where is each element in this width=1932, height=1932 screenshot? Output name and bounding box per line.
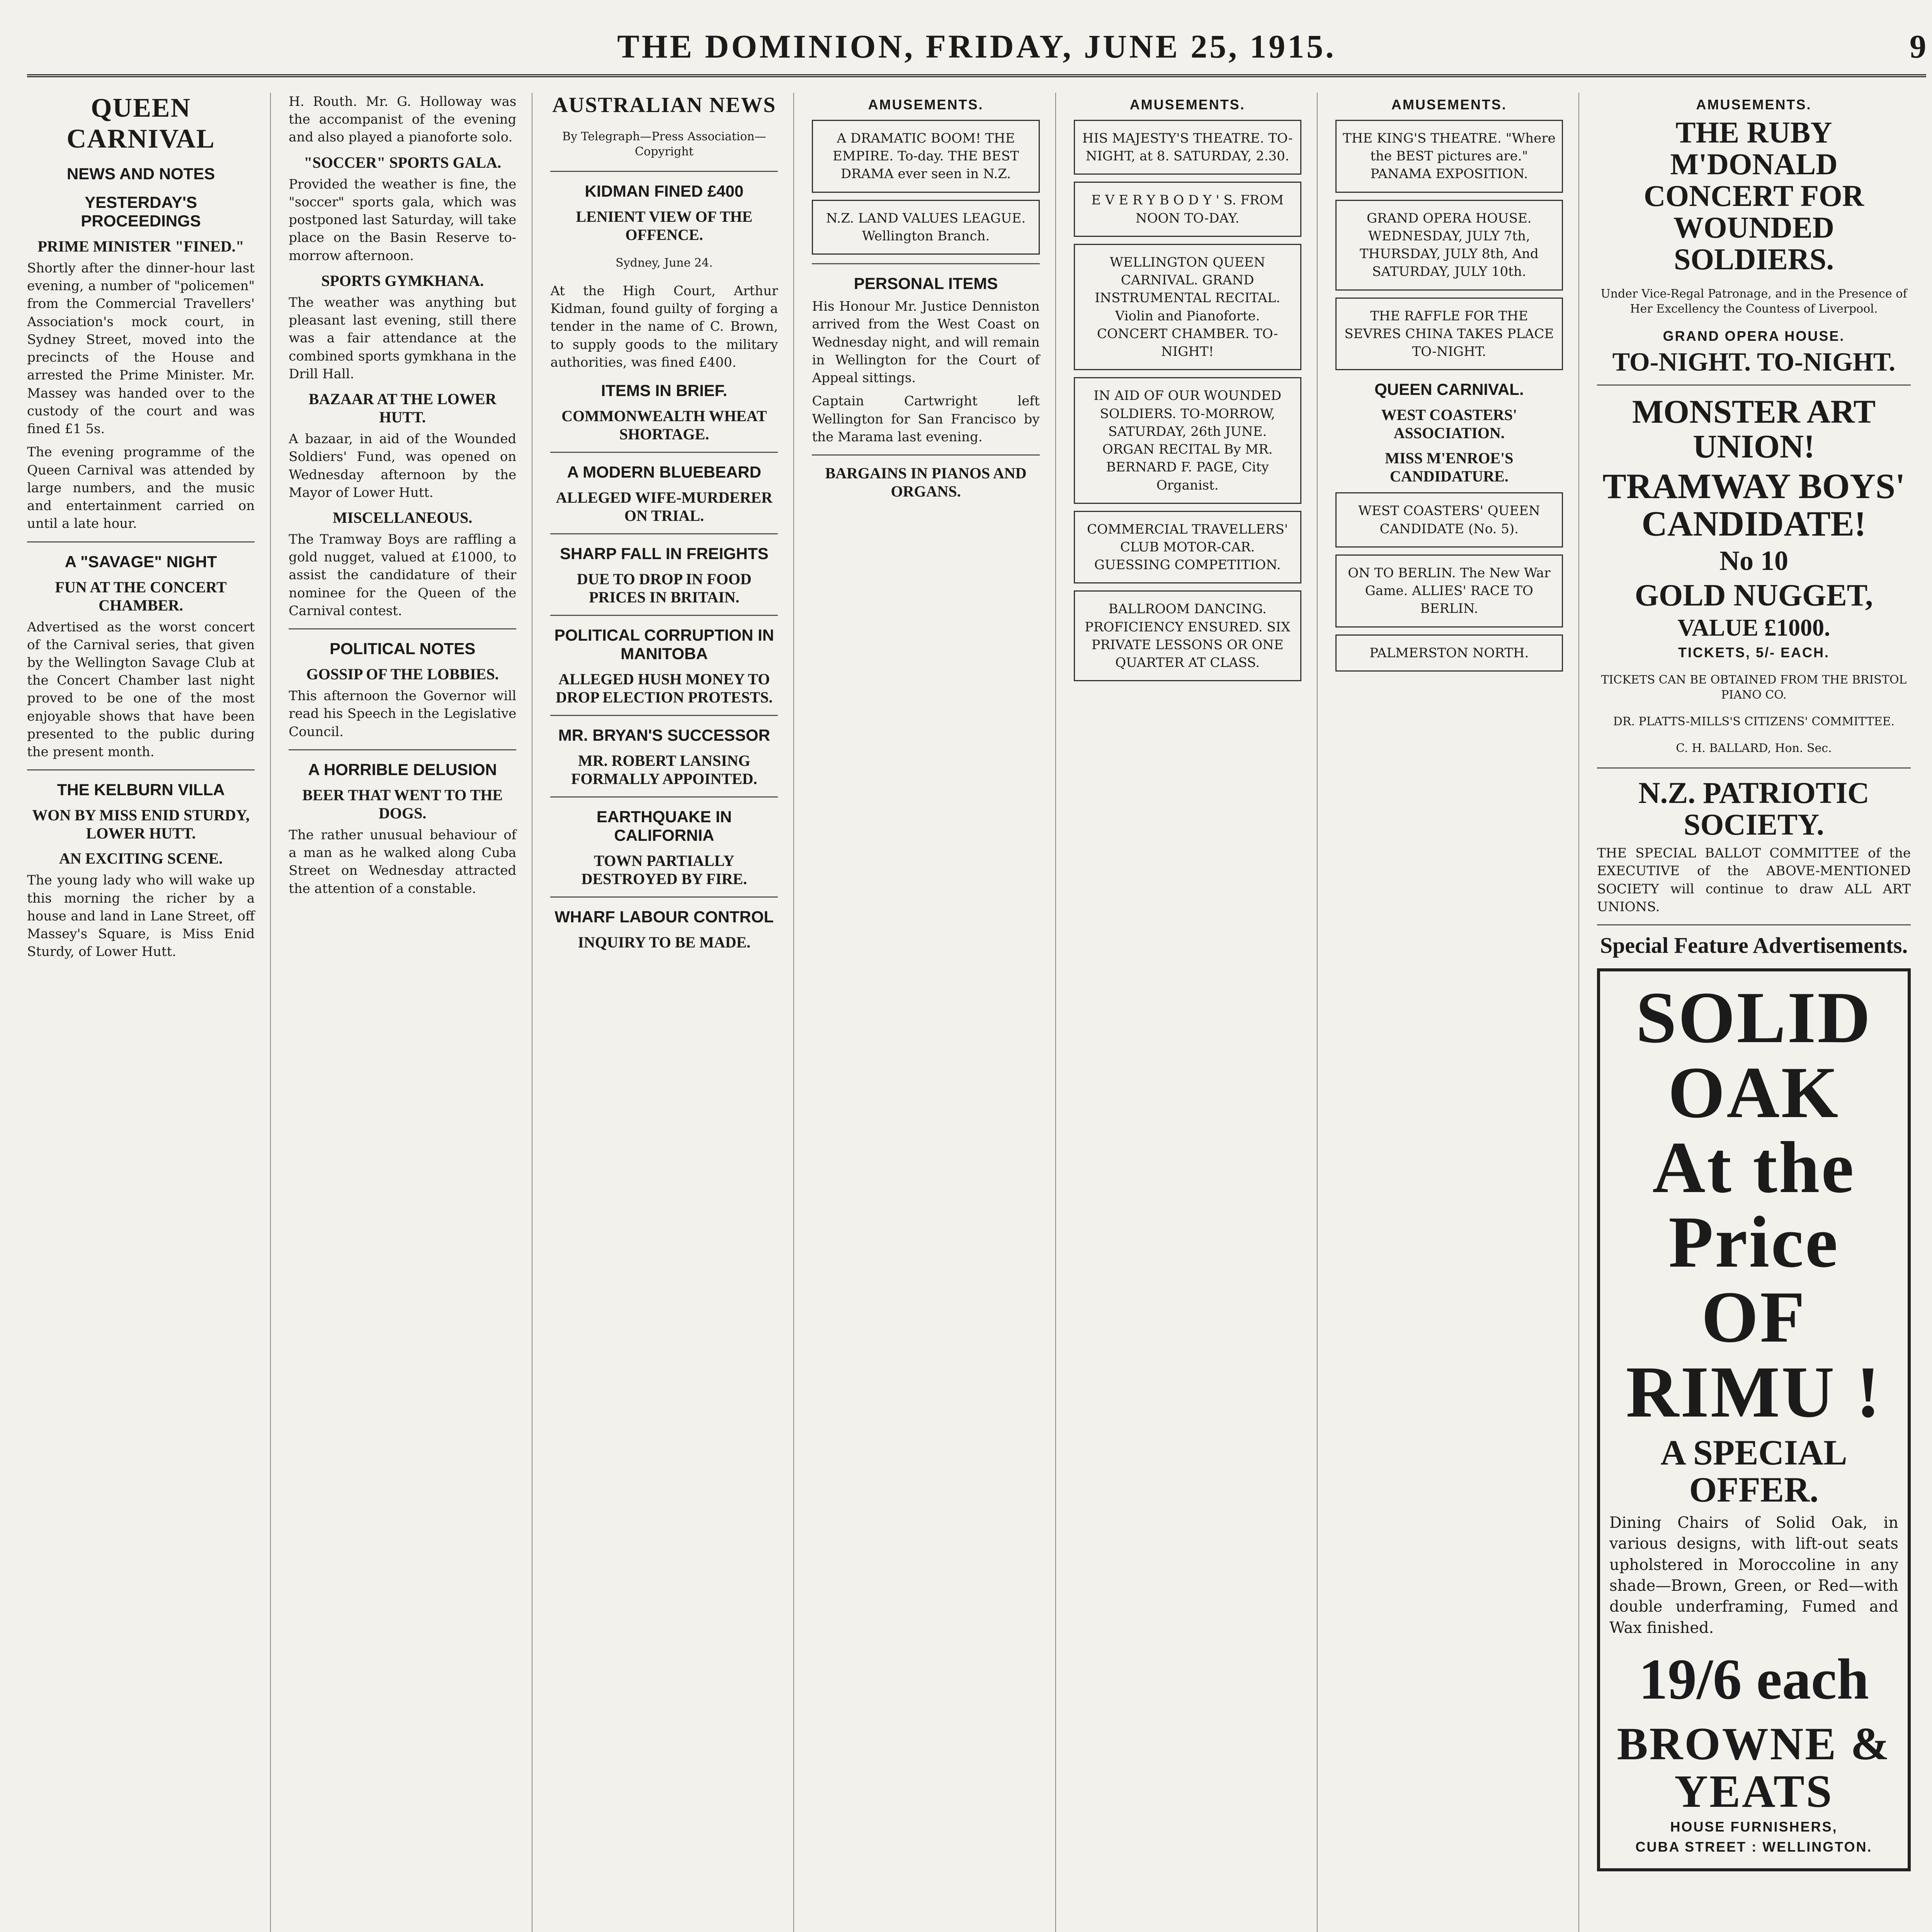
kelburn-villa-body: The young lady who will wake up this morning the richer by a house and land in Lane Street, off Massey's Square, is Miss Enid Sturdy, of Lower Hutt. — [27, 872, 255, 960]
column-2 — [289, 93, 532, 1932]
divider — [1597, 924, 1911, 925]
freights-heading: SHARP FALL IN FREIGHTS — [560, 544, 769, 563]
pianos-bargains-heading: BARGAINS IN PIANOS AND ORGANS. — [825, 464, 1027, 500]
palmerston-north-ad-text: PALMERSTON NORTH. — [1369, 645, 1529, 661]
savage-night-subhead: FUN AT THE CONCERT CHAMBER. — [55, 578, 227, 614]
sevres-raffle-ad-text: THE RAFFLE FOR THE SEVRES CHINA TAKES PLACE TO-NIGHT. — [1344, 308, 1554, 360]
carnival-body-1: Shortly after the dinner-hour last evening, a number of "policemen" from the Commercial Travellers' Association's mock court, in Sydney Street, moved into the precincts of the House and arrested the Prime Minister. Mr. Massey was handed over to the custody of the court and was fined £1 5s. — [27, 260, 255, 437]
soccer-gala-heading: "SOCCER" SPORTS GALA. — [304, 153, 502, 171]
organ-recital-ad — [1074, 377, 1301, 503]
newspaper-title: THE DOMINION, FRIDAY, JUNE 25, 1915. — [617, 28, 1336, 65]
address: CUBA STREET : WELLINGTON. — [1635, 1839, 1872, 1855]
empire-ad-text: A DRAMATIC BOOM! THE EMPIRE. To-day. THE BEST DRAMA ever seen in N.Z. — [833, 131, 1019, 182]
kidman-heading: KIDMAN FINED £400 — [585, 182, 744, 200]
bluebeard-heading: A MODERN BLUEBEARD — [567, 463, 762, 481]
divider — [550, 452, 778, 453]
special-feature-heading: Special Feature Advertisements. — [1600, 933, 1908, 958]
soccer-gala-body: Provided the weather is fine, the "soccer" sports gala, which was postponed last Saturday, will take place on the Basin Reserve to-morrow afternoon. — [289, 176, 517, 264]
tramway-candidate: TRAMWAY BOYS' CANDIDATE! — [1602, 466, 1905, 544]
divider — [550, 796, 778, 798]
personal-items-body-1: His Honour Mr. Justice Denniston arrived from the West Coast on Wednesday night, and will remain in Wellington for the Court of Appeal sittings. — [812, 299, 1040, 386]
divider — [289, 628, 516, 629]
divider — [1597, 767, 1911, 769]
lansing-subhead: MR. ROBERT LANSING FORMALLY APPOINTED. — [571, 752, 757, 788]
telegraph-byline: By Telegraph—Press Association—Copyright — [562, 130, 766, 158]
patriotic-body: THE SPECIAL BALLOT COMMITTEE of the EXECUTIVE of the ABOVE-MENTIONED SOCIETY will continue to draw ALL ART UNIONS. — [1597, 845, 1911, 915]
divider — [550, 896, 778, 898]
horrible-delusion-heading: A HORRIBLE DELUSION — [308, 760, 497, 779]
everybodys-ad-text: E V E R Y B O D Y ' S. FROM NOON TO-DAY. — [1091, 192, 1284, 226]
column-4 — [812, 93, 1056, 1932]
of-rimu: OF RIMU ! — [1626, 1277, 1882, 1433]
amusements-section-label: AMUSEMENTS. — [1129, 97, 1245, 112]
column-3 — [550, 93, 794, 1932]
wharf-labour-heading: WHARF LABOUR CONTROL — [554, 908, 774, 926]
proceedings-subhead: YESTERDAY'S PROCEEDINGS — [81, 193, 201, 230]
wharf-labour-subhead: INQUIRY TO BE MADE. — [578, 934, 751, 951]
savage-night-body: Advertised as the worst concert of the Carnival series, that given by the Wellington Savage Club at the Concert Chamber last night proved to be one of the most enjoyable shows that have been presented to the public during the present month. — [27, 619, 255, 760]
bazaar-body: A bazaar, in aid of the Wounded Soldiers' Fund, was opened on Wednesday afternoon by the Mayor of Lower Hutt. — [289, 431, 517, 500]
ruby-mcdonald-concert-heading: THE RUBY M'DONALD CONCERT FOR WOUNDED SOLDIERS. — [1643, 116, 1864, 276]
monster-art-union: MONSTER ART UNION! — [1632, 393, 1876, 465]
motor-car-ad-text: COMMERCIAL TRAVELLERS' CLUB MOTOR-CAR. GUESSING COMPETITION. — [1087, 521, 1288, 573]
tickets-price: TICKETS, 5/- EACH. — [1678, 645, 1830, 661]
manitoba-subhead: ALLEGED HUSH MONEY TO DROP ELECTION PROTESTS. — [556, 670, 773, 706]
organ-recital-ad-text: IN AID OF OUR WOUNDED SOLDIERS. TO-MORROW, SATURDAY, 26th JUNE. ORGAN RECITAL By MR. BERNARD F. PAGE, City Organist. — [1094, 388, 1282, 493]
grand-opera-ad — [1335, 200, 1563, 291]
solid-oak: SOLID OAK — [1636, 977, 1872, 1133]
personal-items-body-2: Captain Cartwright left Wellington for San Francisco by the Marama last evening. — [812, 393, 1040, 445]
special-offer: A SPECIAL OFFER. — [1660, 1432, 1847, 1510]
routh-body: H. Routh. Mr. G. Holloway was the accompanist of the evening and also played a pianoforte solo. — [289, 94, 517, 145]
wheat-shortage-subhead: COMMONWEALTH WHEAT SHORTAGE. — [561, 407, 767, 443]
political-notes-body: This afternoon the Governor will read his Speech in the Legislative Council. — [289, 688, 517, 740]
kidman-dateline: Sydney, June 24. — [616, 256, 713, 270]
carnival-recital-ad — [1074, 244, 1301, 370]
kelburn-villa-subhead: WON BY MISS ENID STURDY, LOWER HUTT. — [32, 806, 250, 842]
queen-carnival-heading-2: QUEEN CARNIVAL. — [1374, 380, 1524, 399]
column-7 — [1597, 93, 1926, 1932]
sevres-raffle-ad — [1335, 298, 1563, 371]
manitoba-heading: POLITICAL CORRUPTION IN MANITOBA — [554, 626, 774, 663]
carnival-recital-ad-text: WELLINGTON QUEEN CARNIVAL. GRAND INSTRUMENTAL RECITAL. Violin and Pianoforte. CONCERT CHAMBER. TO-NIGHT! — [1095, 254, 1281, 360]
queen-carnival-heading: QUEEN CARNIVAL — [66, 93, 215, 154]
concert-venue: GRAND OPERA HOUSE. — [1663, 328, 1845, 344]
concert-tonight: TO-NIGHT. TO-NIGHT. — [1612, 347, 1896, 377]
divider — [27, 541, 255, 543]
amusements-section-label: AMUSEMENTS. — [1391, 97, 1507, 112]
kidman-body: At the High Court, Arthur Kidman, found guilty of forging a tender in the name of C. Brown, to supply goods to the military authorities, was fined £400. — [550, 283, 778, 370]
australian-news-heading: AUSTRALIAN NEWS — [552, 93, 776, 117]
west-coasters-subhead: WEST COASTERS' ASSOCIATION. — [1381, 406, 1517, 442]
kelburn-villa-heading: THE KELBURN VILLA — [57, 781, 225, 799]
gymkhana-heading: SPORTS GYMKHANA. — [321, 272, 484, 289]
ballroom-dancing-ad — [1074, 590, 1301, 681]
amusements-section-label: AMUSEMENTS. — [868, 97, 984, 112]
tickets-note: TICKETS CAN BE OBTAINED FROM THE BRISTOL PIANO CO. — [1601, 673, 1907, 702]
divider — [1597, 384, 1911, 386]
divider — [289, 749, 516, 750]
patriotic-society: N.Z. PATRIOTIC SOCIETY. — [1638, 776, 1869, 842]
on-to-berlin-ad-text: ON TO BERLIN. The New War Game. ALLIES' RACE TO BERLIN. — [1348, 565, 1551, 617]
political-notes-heading: POLITICAL NOTES — [330, 639, 476, 658]
menroe-candidature: MISS M'ENROE'S CANDIDATURE. — [1385, 449, 1514, 485]
price: 19/6 each — [1639, 1647, 1869, 1712]
secretary: C. H. BALLARD, Hon. Sec. — [1676, 742, 1832, 755]
everybodys-ad — [1074, 182, 1301, 236]
divider — [550, 615, 778, 616]
his-majestys-ad-text: HIS MAJESTY'S THEATRE. TO-NIGHT, at 8. SATURDAY, 2.30. — [1082, 131, 1293, 164]
grand-opera-ad-text: GRAND OPERA HOUSE. WEDNESDAY, JULY 7th, THURSDAY, JULY 8th, And SATURDAY, JULY 10th. — [1359, 210, 1539, 280]
at-the-price: At the Price — [1652, 1127, 1855, 1283]
horrible-delusion-body: The rather unusual behaviour of a man as he walked along Cuba Street on Wednesday attracted the attention of a constable. — [289, 827, 517, 896]
motor-car-ad — [1074, 511, 1301, 584]
masthead — [27, 27, 1926, 77]
prime-minister-kicker: PRIME MINISTER "FINED." — [37, 238, 244, 255]
news-notes-section: NEWS AND NOTES — [66, 165, 215, 183]
on-to-berlin-ad — [1335, 554, 1563, 628]
gold-nugget: GOLD NUGGET, — [1634, 578, 1873, 613]
divider — [27, 769, 255, 770]
empire-ad — [812, 120, 1039, 193]
concert-patronage: Under Vice-Regal Patronage, and in the Presence of Her Excellency the Countess of Liverpool. — [1600, 287, 1907, 316]
bryan-successor-heading: MR. BRYAN'S SUCCESSOR — [558, 726, 770, 745]
divider — [550, 533, 778, 534]
miscellaneous-body: The Tramway Boys are raffling a gold nugget, valued at £1000, to assist the candidature of their nominee for the Queen of the Carnival contest. — [289, 531, 517, 619]
lobbies-subhead: GOSSIP OF THE LOBBIES. — [306, 665, 499, 683]
browne-yeats-ad — [1597, 968, 1911, 1871]
column-6 — [1335, 93, 1579, 1932]
bluebeard-subhead: ALLEGED WIFE-MURDERER ON TRIAL. — [556, 489, 773, 525]
exciting-scene-kicker: AN EXCITING SCENE. — [59, 850, 223, 867]
divider — [812, 263, 1039, 264]
kidman-subhead: LENIENT VIEW OF THE OFFENCE. — [576, 208, 753, 243]
committee: DR. PLATTS-MILLS'S CITIZENS' COMMITTEE. — [1613, 715, 1895, 729]
personal-items-heading: PERSONAL ITEMS — [854, 274, 998, 293]
miscellaneous-heading: MISCELLANEOUS. — [333, 509, 473, 526]
kings-theatre-ad-text: THE KING'S THEATRE. "Where the BEST pictures are." PANAMA EXPOSITION. — [1343, 131, 1556, 182]
land-values-ad — [812, 200, 1039, 255]
gymkhana-body: The weather was anything but pleasant last evening, still there was a fair attendance at the combined sports gymkhana in the Drill Hall. — [289, 294, 517, 382]
divider — [812, 454, 1039, 456]
amusements-section-label: AMUSEMENTS. — [1696, 97, 1812, 112]
his-majestys-ad — [1074, 120, 1301, 175]
items-brief-heading: ITEMS IN BRIEF. — [601, 381, 728, 400]
columns — [27, 93, 1926, 1932]
kings-theatre-ad — [1335, 120, 1563, 193]
land-values-ad-text: N.Z. LAND VALUES LEAGUE. Wellington Branch. — [826, 210, 1026, 244]
bazaar-heading: BAZAAR AT THE LOWER HUTT. — [308, 390, 497, 426]
carnival-body-2: The evening programme of the Queen Carnival was attended by large numbers, and the music and entertainment carried on until a late hour. — [27, 444, 255, 532]
column-1 — [27, 93, 271, 1932]
earthquake-subhead: TOWN PARTIALLY DESTROYED BY FIRE. — [581, 852, 747, 888]
offer-body: Dining Chairs of Solid Oak, in various designs, with lift-out seats upholstered in Moroccoline in any shade—Brown, Green, or Red—with double underframing, Fumed and Wax finished. — [1609, 1514, 1898, 1637]
savage-night-heading: A "SAVAGE" NIGHT — [65, 552, 217, 571]
beer-dogs-subhead: BEER THAT WENT TO THE DOGS. — [302, 786, 503, 822]
divider — [550, 171, 778, 172]
earthquake-heading: EARTHQUAKE IN CALIFORNIA — [596, 808, 732, 845]
ballroom-dancing-ad-text: BALLROOM DANCING. PROFICIENCY ENSURED. SIX PRIVATE LESSONS OR ONE QUARTER AT CLASS. — [1085, 601, 1291, 671]
page-number: 9 — [1910, 28, 1926, 65]
column-5 — [1074, 93, 1318, 1932]
freights-subhead: DUE TO DROP IN FOOD PRICES IN BRITAIN. — [577, 570, 752, 606]
house-furnishers: HOUSE FURNISHERS, — [1670, 1819, 1838, 1835]
candidate-number: No 10 — [1719, 545, 1788, 576]
west-coasters-ad — [1335, 492, 1563, 547]
west-coasters-ad-text: WEST COASTERS' QUEEN CANDIDATE (No. 5). — [1358, 503, 1540, 537]
browne-yeats-logo: BROWNE & YEATS — [1617, 1718, 1891, 1817]
nugget-value: VALUE £1000. — [1677, 615, 1830, 641]
divider — [550, 715, 778, 716]
palmerston-north-ad — [1335, 634, 1563, 672]
